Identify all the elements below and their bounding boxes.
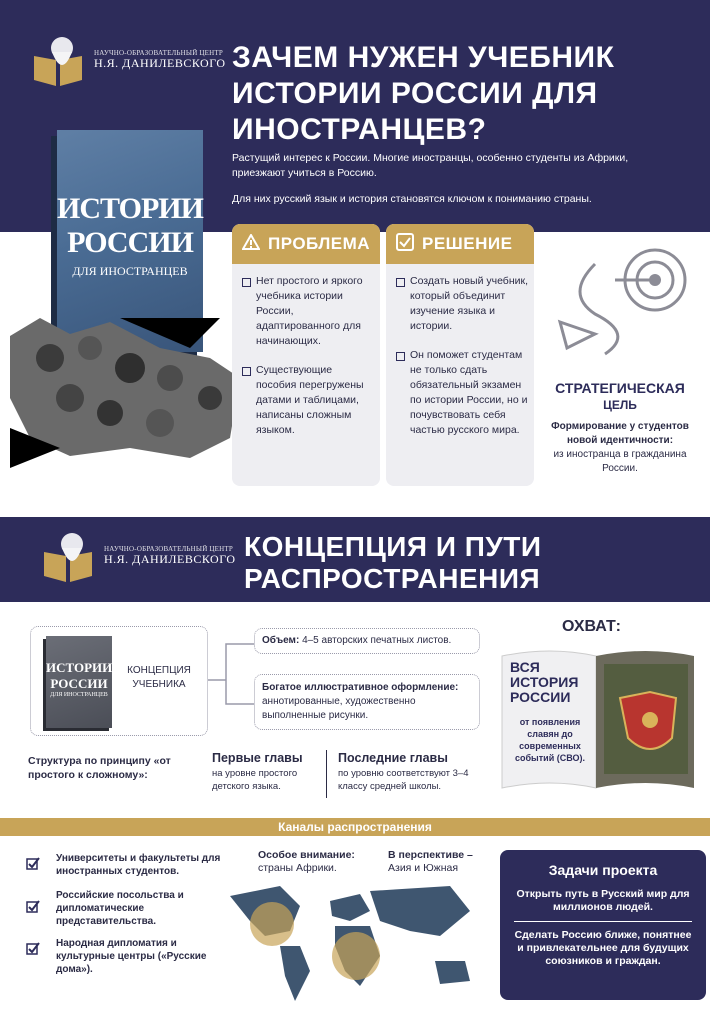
channel-item: Народная дипломатия и культурные центры («Русские дома»). xyxy=(56,938,207,975)
concept-title xyxy=(244,531,542,595)
volume-text xyxy=(262,634,478,648)
coverage-title: ВСЯ ИСТОРИЯ РОССИИ xyxy=(510,659,579,705)
connector-lines xyxy=(206,640,256,710)
concept-label xyxy=(120,664,198,692)
warning-icon xyxy=(242,234,260,255)
concept-label-line1: КОНЦЕПЦИЯ xyxy=(127,665,191,676)
historical-figures-collage xyxy=(10,318,240,468)
strategy-text xyxy=(543,420,697,476)
design-text xyxy=(262,681,476,723)
strategy-title-line1: СТРАТЕГИЧЕСКАЯ xyxy=(555,380,685,396)
page-title: ЗАЧЕМ НУЖЕН УЧЕБНИК ИСТОРИИ РОССИИ ДЛЯ ИНОСТРАНЦЕВ? xyxy=(232,41,615,146)
channel-item: Университеты и факультеты для иностранных студентов. xyxy=(56,853,221,877)
volume-label: Объем: xyxy=(262,635,300,646)
book-title-line1: ИСТОРИИ xyxy=(57,192,203,225)
strategy-text-bold: Формирование у студентов новой идентичности: xyxy=(551,421,689,446)
first-chapters xyxy=(212,751,322,793)
channels-title: Каналы распространения xyxy=(0,818,710,836)
last-chapters-title: Последние главы xyxy=(338,751,448,765)
logo-line2: Н.Я. ДАНИЛЕВСКОГО xyxy=(104,552,236,567)
book-title-line2: РОССИИ xyxy=(67,226,193,259)
concept-title-line1: КОНЦЕПЦИЯ И ПУТИ xyxy=(244,531,542,562)
coverage-text: от появления славян до современных событий (СВО). xyxy=(515,717,585,763)
concept-title-line2: РАСПРОСТРАНЕНИЯ xyxy=(244,563,541,594)
target-arrow-icon xyxy=(555,244,695,379)
small-book-line1: ИСТОРИИ xyxy=(46,660,113,675)
logo-emblem xyxy=(30,30,88,90)
design-label: Богатое иллюстративное оформление: xyxy=(262,682,459,693)
problem-item: Нет простого и яркого учебника истории России, адаптированного для начинающих. xyxy=(242,274,374,349)
checkmark-icon xyxy=(26,900,40,914)
first-chapters-text: на уровне простого детского языка. xyxy=(212,768,298,792)
solution-title: РЕШЕНИЕ xyxy=(422,234,513,253)
task-item: Сделать Россию ближе, понятнее и привлекательнее для будущих союзников и граждан. xyxy=(514,929,692,967)
logo-line1: НАУЧНО-ОБРАЗОВАТЕЛЬНЫЙ ЦЕНТР xyxy=(94,48,223,57)
strategy-title xyxy=(540,380,700,414)
book-title-line3: ДЛЯ ИНОСТРАНЦЕВ xyxy=(72,264,188,278)
first-chapters-title: Первые главы xyxy=(212,751,303,765)
focus-value: страны Африки. xyxy=(258,862,337,874)
last-chapters-text: по уровню соответствуют 3–4 классу средней школы. xyxy=(338,768,469,792)
divider xyxy=(326,750,327,798)
last-chapters xyxy=(338,751,488,793)
coverage-book xyxy=(500,648,696,792)
strategy-title-line2: ЦЕЛЬ xyxy=(603,398,637,412)
solution-item: Создать новый учебник, который объединит изучение языка и истории. xyxy=(396,274,528,334)
coverage-label: ОХВАТ: xyxy=(562,618,621,635)
strategy-text-body: из иностранца в гражданина России. xyxy=(553,449,687,474)
problem-title: ПРОБЛЕМА xyxy=(268,234,371,253)
future-value: Азия и Южная xyxy=(388,862,459,874)
small-book-line3: ДЛЯ ИНОСТРАНЦЕВ xyxy=(50,692,108,698)
small-book-cover xyxy=(46,636,112,728)
volume-value: 4–5 авторских печатных листов. xyxy=(302,635,452,646)
checkbox-icon xyxy=(396,233,414,256)
logo-line2: Н.Я. ДАНИЛЕВСКОГО xyxy=(94,56,226,71)
logo-emblem xyxy=(40,526,98,586)
organization-logo xyxy=(40,526,236,586)
channel-item: Российские посольства и дипломатические представительства. xyxy=(56,890,184,927)
solution-item: Он поможет студентам не только сдать обязательный экзамен по истории России, но и почувствовать себя частью русского мира. xyxy=(396,348,528,438)
project-tasks-panel xyxy=(500,850,706,1000)
focus-label: Особое внимание: xyxy=(258,849,355,861)
problem-card xyxy=(232,224,380,486)
checkmark-icon xyxy=(26,942,40,956)
structure-text: Структура по принципу «от простого к сложному»: xyxy=(28,755,171,781)
tasks-title: Задачи проекта xyxy=(548,862,658,878)
task-separator xyxy=(514,921,692,922)
focus-text xyxy=(258,849,378,875)
task-item: Открыть путь в Русский мир для миллионов людей. xyxy=(516,888,690,913)
logo-line1: НАУЧНО-ОБРАЗОВАТЕЛЬНЫЙ ЦЕНТР xyxy=(104,544,233,553)
problem-item: Существующие пособия перегружены датами и таблицами, написаны сложным языком. xyxy=(242,363,374,438)
small-book-line2: РОССИИ xyxy=(50,676,108,691)
intro-text-1: Растущий интерес к России. Многие иностранцы, особенно студенты из Африки, приезжают учиться в Россию. xyxy=(232,152,629,179)
design-value: аннотированные, художественно выполненные рисунки. xyxy=(262,696,416,721)
solution-card xyxy=(386,224,534,486)
world-map xyxy=(220,876,482,1010)
concept-label-line2: УЧЕБНИКА xyxy=(132,679,186,690)
intro-text-2: Для них русский язык и история становятся ключом к пониманию страны. xyxy=(232,193,592,205)
checkmark-icon xyxy=(26,857,40,871)
future-label: В перспективе – xyxy=(388,849,473,861)
organization-logo xyxy=(30,30,226,90)
